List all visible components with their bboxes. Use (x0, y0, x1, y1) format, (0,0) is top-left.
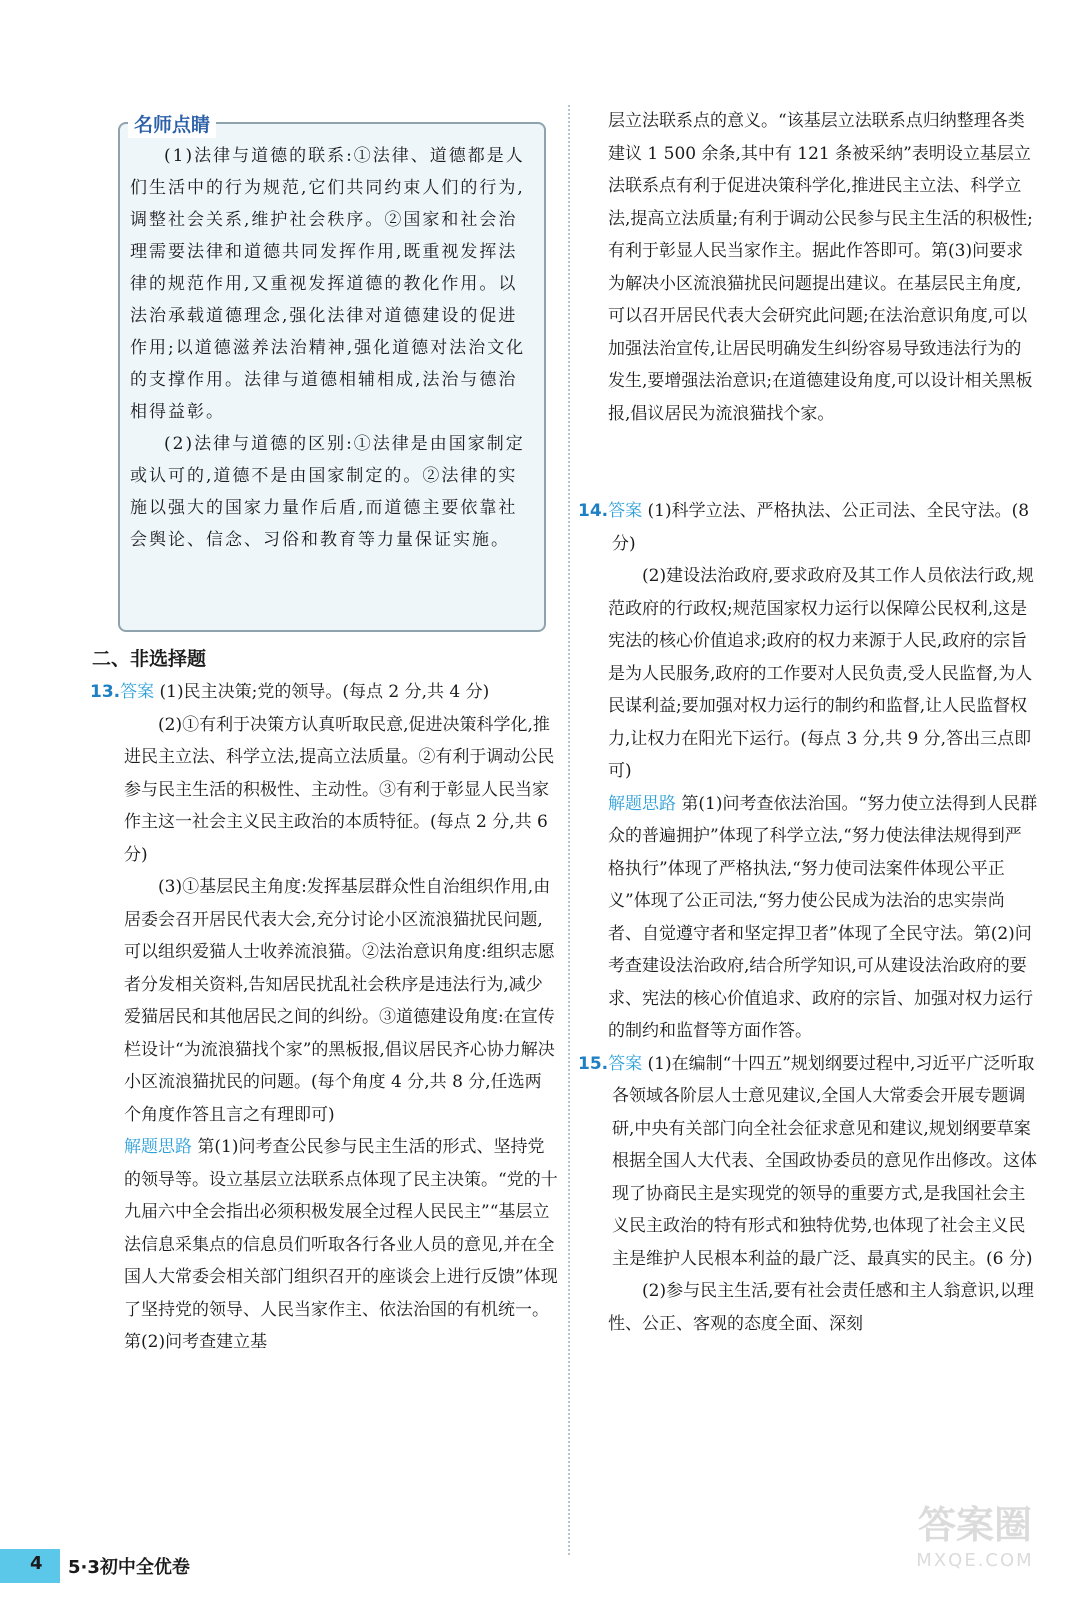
q13-answer-1 (90, 676, 558, 709)
book-title: 5·3初中全优卷 (68, 1557, 190, 1578)
tip-paragraph-1: (1)法律与道德的联系:①法律、道德都是人们生活中的行为规范,它们共同约束人们的行为,调整社会关系,维护社会秩序。②国家和社会治理需要法律和道德共同发挥作用,既重视发挥法律的规范作用,又重视发挥道德的教化作用。以法治承载道德理念,强化法律对道德建设的促进作用;以道德滋养法治精神,强化道德对法治文化的支撑作用。法律与道德相辅相成,法治与德治相得益彰。 (130, 146, 526, 422)
q13-answer-2: (2)①有利于决策方认真听取民意,促进决策科学化,推进民主立法、科学立法,提高立法质量。②有利于调动公民参与民主生活的积极性、主动性。③有利于彰显人民当家作主这一社会主义民主政治的本质特征。(每点 2 分,共 6 分) (124, 714, 555, 865)
q13-answer-3: (3)①基层民主角度:发挥基层群众性自治组织作用,由居委会召开居民代表大会,充分讨论小区流浪猫扰民问题,可以组织爱猫人士收养流浪猫。②法治意识角度:组织志愿者分发相关资料,告知居民扰乱社会秩序是违法行为,减少爱猫居民和其他居民之间的纠纷。③道德建设角度:在宣传栏设计“为流浪猫找个家”的黑板报,倡议居民齐心协力解决小区流浪猫扰民的问题。(每个角度 4 分,共 8 分,任选两个角度作答且言之有理即可) (124, 877, 555, 1125)
q14-answer-1 (578, 495, 1038, 560)
right-column (578, 105, 1038, 1340)
question-13 (90, 676, 558, 1441)
tip-paragraph-2: (2)法律与道德的区别:①法律是由国家制定或认可的,道德不是由国家制定的。②法律的实施以强大的国家力量作后盾,而道德主要依靠社会舆论、信念、习俗和教育等力量保证实施。 (130, 434, 525, 550)
q14-thinking (578, 788, 1038, 1048)
teacher-tip-title: 名师点睛 (128, 112, 216, 138)
q13-answer-1-text: (1)民主决策;党的领导。(每点 2 分,共 4 分) (159, 682, 490, 702)
watermark-sub: MXQE.COM (916, 1550, 1034, 1571)
q15-answer-2: (2)参与民主生活,要有社会责任感和主人翁意识,以理性、公正、客观的态度全面、深刻 (608, 1281, 1034, 1334)
q14-thinking-tag: 解题思路 (608, 793, 676, 814)
q14-answer-tag: 答案 (608, 501, 643, 521)
q13-thinking-continued: 层立法联系点的意义。“该基层立法联系点归纳整理各类建议 1 500 余条,其中有 121 条被采纳”表明设立基层立法联系点有利于促进决策科学化,推进民主立法、科学立法,提高立法质量;有利于调动公民参与民主生活的积极性;有利于彰显人民当家作主。据此作答即可。第(3)问要求为解决小区流浪猫扰民问题提出建议。在基层民主角度,可以召开居民代表大会研究此问题;在法治意识角度,可以加强法治宣传,让居民明确发生纠纷容易导致违法行为的发生,要增强法治意识;在道德建设角度,可以设计相关黑板报,倡议居民为流浪猫找个家。 (608, 111, 1033, 424)
q14-answer-1-text: (1)科学立法、严格执法、公正司法、全民守法。(8 分) (612, 501, 1030, 554)
q15-answer-1-text: (1)在编制“十四五”规划纲要过程中,习近平广泛听取各领域各阶层人士意见建议,全国人大常委会开展专题调研,中央有关部门向全社会征求意见和建议,规划纲要草案根据全国人大代表、全国政协委员的意见作出修改。这体现了协商民主是实现党的领导的重要方式,是我国社会主义民主政治的特有形式和独特优势,也体现了社会主义民主是维护人民根本利益的最广泛、最真实的民主。(6 分) (612, 1053, 1037, 1269)
section-title: 二、非选择题 (92, 648, 207, 670)
q13-thinking-tag: 解题思路 (124, 1137, 192, 1157)
q13-answer-tag: 答案 (120, 682, 155, 702)
page-number: 4 (30, 1553, 43, 1574)
watermark-main: 答案圈 (917, 1503, 1032, 1547)
q14-answer-2: (2)建设法治政府,要求政府及其工作人员依法行政,规范政府的行政权;规范国家权力运行以保障公民权利,这是宪法的核心价值追求;政府的权力来源于人民,政府的宗旨是为人民服务,政府的工作要对人民负责,受人民监督,为人民谋利益;要加强对权力运行的制约和监督,让人民监督权力,让权力在阳光下运行。(每点 3 分,共 9 分,答出三点即可) (608, 566, 1034, 781)
watermark-logo (900, 1500, 1050, 1590)
q14-thinking-text: 第(1)问考查依法治国。“努力使立法得到人民群众的普遍拥护”体现了科学立法,“努力使法律法规得到严格执行”体现了严格执法,“努力使司法案件体现公平正义”体现了公正司法,“努力使公民成为法治的忠实崇尚者、自觉遵守者和坚定捍卫者”体现了全民守法。第(2)问考查建设法治政府,结合所学知识,可从建设法治政府的要求、宪法的核心价值追求、政府的宗旨、加强对权力运行的制约和监督等方面作答。 (608, 793, 1038, 1041)
q15-number: 15. (578, 1053, 609, 1074)
teacher-tip-content (130, 140, 534, 556)
q13-number: 13. (90, 682, 121, 702)
column-divider (568, 105, 570, 1555)
q13-thinking (90, 1131, 558, 1441)
q15-answer-tag: 答案 (608, 1053, 643, 1074)
q14-number: 14. (578, 501, 609, 521)
q13-thinking-text: 第(1)问考查公民参与民主生活的形式、坚持党的领导等。设立基层立法联系点体现了民主决策。“党的十九届六中全会指出必须积极发展全过程人民民主”“基层立法信息采集点的信息员们听取各行各业人员的意见,并在全国人大常委会相关部门组织召开的座谈会上进行反馈”体现了坚持党的领导、人民当家作主、依法治国的有机统一。第(2)问考查建立基 (124, 1137, 558, 1352)
q15-answer-1 (578, 1048, 1038, 1276)
